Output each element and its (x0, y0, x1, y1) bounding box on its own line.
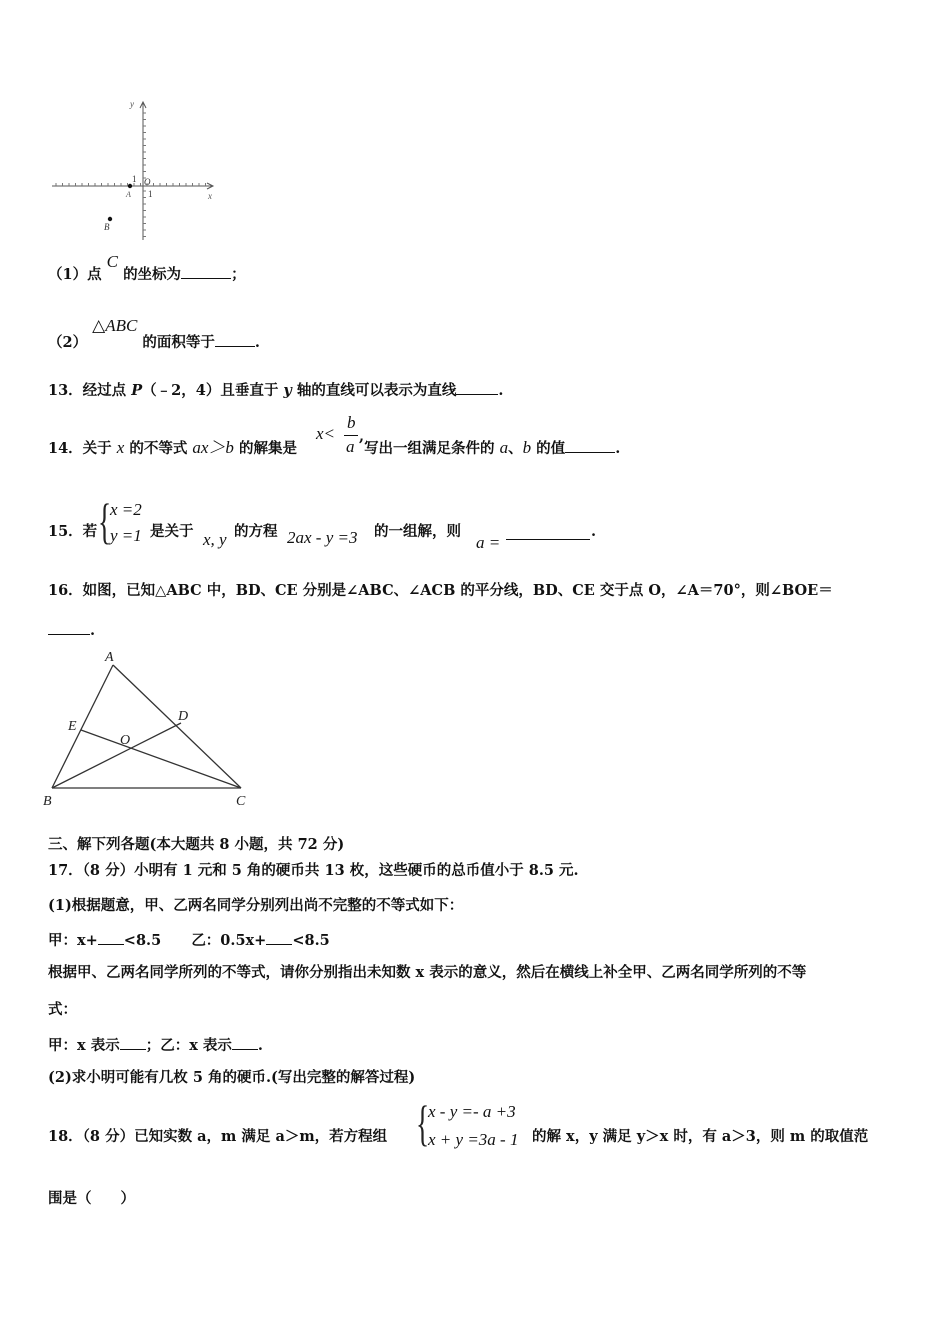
q15-eq2: y =1 (110, 526, 142, 545)
q13-point-p: P (131, 382, 143, 399)
q15-a-equals: a = (476, 533, 501, 552)
side-ab (52, 665, 113, 788)
q13-text-b: （﹣2，4）且垂直于 (142, 382, 284, 399)
q17-jia-meaning-blank[interactable] (120, 1035, 146, 1050)
q13-y-var: y (283, 382, 292, 399)
q14-end: . (615, 440, 621, 457)
point-b (108, 217, 112, 221)
q12-part1 (48, 252, 246, 284)
section-3-title: 三、解下列各题(本大题共 8 小题，共 72 分) (48, 836, 345, 853)
q17-jia-blank[interactable] (98, 930, 124, 945)
q14-fraction-denominator: a (346, 437, 355, 456)
q12-part2-blank[interactable] (215, 332, 255, 347)
q18-text-a: 的解 x，y 满足 y＞x 时，有 a＞3，则 m 的取值范 (532, 1128, 869, 1145)
point-o-label: O (120, 733, 131, 748)
q12-part1-blank[interactable] (181, 264, 231, 279)
q14-text-a: 14．关于 (48, 440, 117, 457)
q17-line1: 17．（8 分）小明有 1 元和 5 角的硬币共 13 枚，这些硬币的总币值小于 8.5 元. (48, 862, 579, 879)
q14-inequality: ax＞b (192, 438, 234, 457)
q15-brace: { (98, 493, 112, 549)
q17-jia-meaning-label: 甲：x 表示 (48, 1037, 120, 1054)
q14-text-d: 写出一组满足条件的 (364, 440, 500, 457)
q12-part1-end: ； (231, 266, 246, 283)
point-b-label: B (104, 222, 110, 232)
q15-number: 15．若 (48, 523, 98, 540)
q17-jia-label: 甲：x+ (48, 932, 98, 949)
q14-text-c: 的解集是 (233, 440, 297, 457)
q17-yi-meaning-label: ；乙：x 表示 (145, 1037, 232, 1054)
q15-equation: 2ax - y =3 (287, 528, 358, 547)
q15-end: . (591, 523, 597, 540)
q14 (48, 438, 297, 458)
q13 (48, 380, 503, 399)
q12-part1-prefix: （1）点 (48, 266, 102, 283)
side-ac (113, 665, 241, 788)
q18-text-b: 围是（ ） (48, 1190, 135, 1207)
vertex-a-label: A (105, 650, 114, 665)
q14-text-e: 的值 (531, 440, 566, 457)
q14-rest (359, 428, 621, 458)
q17-yi-meaning-blank[interactable] (232, 1035, 258, 1050)
q18-eq2: x + y =3a - 1 (428, 1130, 519, 1149)
x-unit-label: 1 (148, 189, 153, 199)
vertex-c-label: C (236, 794, 246, 809)
origin-label: O (144, 177, 151, 187)
q12-part2-end: . (254, 334, 260, 351)
q16-end: . (90, 622, 96, 639)
q14-a-var: a (499, 438, 509, 457)
q14-fraction-bar (344, 435, 358, 436)
q13-blank[interactable] (456, 380, 498, 395)
q17-yi-blank[interactable] (266, 930, 292, 945)
coordinate-figure (40, 95, 230, 245)
y-unit-label: 1 (132, 174, 137, 184)
q18-number: 18．（8 分）已知实数 a，m 满足 a＞m，若方程组 (48, 1128, 388, 1145)
q16-text: 16．如图，已知△ABC 中，BD、CE 分别是∠ABC、∠ACB 的平分线，BD、CE 交于点 O，∠A＝70°，则∠BOE＝ (48, 582, 833, 599)
q17-line4a: 根据甲、乙两名同学所列的不等式，请你分别指出未知数 x 表示的意义，然后在横线上补全甲、乙两名同学所列的不等 (48, 964, 807, 981)
q12-part1-suffix: 的坐标为 (123, 266, 182, 283)
q17-line5 (48, 1035, 263, 1054)
q14-x-var: x (116, 438, 125, 457)
q17-yi-label: 乙：0.5x+ (191, 932, 267, 949)
q15-text-c: 的一组解，则 (374, 523, 461, 540)
q15-eq1: x =2 (110, 500, 142, 519)
point-d-label: D (178, 709, 189, 724)
vertex-b-label: B (43, 794, 52, 809)
triangle-figure (38, 645, 268, 815)
q14-solution-lhs: x< (316, 424, 336, 443)
q17-line6: (2)求小明可能有几枚 5 角的硬币.(写出完整的解答过程) (48, 1069, 416, 1086)
q13-text-a: 13．经过点 (48, 382, 132, 399)
x-axis-label: x (208, 191, 212, 201)
point-a (128, 184, 132, 188)
segment-ce (81, 730, 241, 788)
q14-comma: , (359, 428, 365, 445)
q16-answer (48, 620, 95, 639)
q17-jia-end: <8.5 (123, 932, 162, 949)
q14-blank[interactable] (565, 438, 615, 453)
q15-text-b: 的方程 (234, 523, 278, 540)
q18-eq1: x - y =- a +3 (428, 1102, 516, 1121)
q14-separator: 、 (508, 440, 523, 457)
q12-part2 (48, 316, 260, 351)
q18-brace: { (416, 1095, 430, 1151)
q12-part2-prefix: （2） (48, 334, 88, 351)
q13-text-c: 轴的直线可以表示为直线 (291, 382, 457, 399)
point-a-label: A (126, 190, 131, 199)
q16-blank[interactable] (48, 620, 90, 635)
q17-line3 (48, 930, 330, 949)
q13-end: . (498, 382, 504, 399)
q15-blank[interactable] (506, 525, 590, 540)
q14-text-b: 的不等式 (124, 440, 193, 457)
q12-point-c: C (106, 252, 118, 271)
point-e-label: E (68, 719, 77, 734)
q15-vars: x, y (203, 530, 227, 549)
q17-line5-end: . (257, 1037, 263, 1054)
y-axis-label: y (130, 99, 134, 109)
q14-b-var: b (522, 438, 532, 457)
q17-yi-end: <8.5 (292, 932, 330, 949)
q15-text-a: 是关于 (150, 523, 194, 540)
q17-line2: (1)根据题意，甲、乙两名同学分别列出尚不完整的不等式如下： (48, 897, 464, 914)
q17-line4b: 式： (48, 1001, 77, 1018)
q12-triangle-abc: △ABC (92, 316, 138, 335)
q14-fraction-numerator: b (347, 413, 356, 432)
q12-part2-suffix: 的面积等于 (142, 334, 215, 351)
